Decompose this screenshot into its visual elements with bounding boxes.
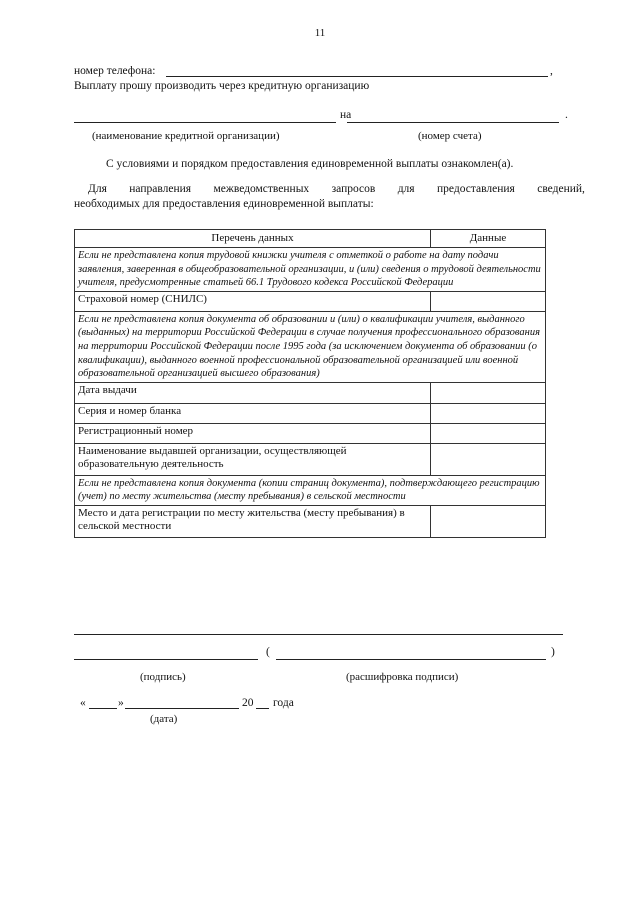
snils-value-cell[interactable]	[431, 291, 546, 311]
row-label-series: Серия и номер бланка	[75, 403, 431, 423]
paren-open: (	[266, 646, 270, 658]
na-label: на	[340, 109, 352, 121]
row-label-issue-date: Дата выдачи	[75, 382, 431, 403]
date-quote-close: »	[118, 697, 124, 709]
account-number-caption: (номер счета)	[418, 130, 482, 142]
residence-value-cell[interactable]	[431, 505, 546, 537]
word: направления	[129, 183, 192, 195]
condition-residence-registration: Если не представлена копия документа (копии страниц документа), подтверждающего регистрацию (учет) по месту жительства (месту пребывания) в сельской местности	[75, 475, 546, 505]
agreement-text: С условиями и порядком предоставления единовременной выплаты ознакомлен(а).	[106, 158, 514, 170]
row-label-org-name: Наименование выдавшей организации, осуществляющей образовательную деятельность	[75, 443, 431, 475]
org-name-value-cell[interactable]	[431, 443, 546, 475]
word: сведений,	[537, 183, 585, 195]
table-row	[75, 382, 546, 403]
period-mark: .	[565, 109, 568, 121]
word: запросов	[331, 183, 376, 195]
separator-line	[74, 634, 563, 635]
paren-close: )	[551, 646, 555, 658]
signature-decoding-caption: (расшифровка подписи)	[346, 671, 459, 683]
row-label-snils: Страховой номер (СНИЛС)	[75, 291, 431, 311]
table-header-row	[75, 230, 546, 248]
signature-decoding-field-line[interactable]	[276, 659, 546, 660]
date-caption: (дата)	[150, 713, 178, 725]
reg-number-value-cell[interactable]	[431, 423, 546, 443]
phone-label: номер телефона:	[74, 65, 156, 77]
row-label-reg-number: Регистрационный номер	[75, 423, 431, 443]
header-list: Перечень данных	[75, 230, 431, 248]
table-row	[75, 505, 546, 537]
date-day-field-line[interactable]	[89, 708, 117, 709]
requests-paragraph-line1	[88, 182, 585, 196]
word: межведомственных	[213, 183, 310, 195]
table-row	[75, 403, 546, 423]
condition-work-record: Если не представлена копия трудовой книжки учителя с отметкой о работе на дату подачи заявления, заверенная в общеобразовательной организации, и (или) сведения о трудовой деятельности учителя, предусмотренные статьей 66.1 Трудового кодекса Российской Федерации	[75, 248, 546, 292]
date-quote-open: «	[80, 697, 86, 709]
signature-field-line[interactable]	[74, 659, 258, 660]
condition-education-document: Если не представлена копия документа об образовании и (или) о квалификации учителя, выданного (выданных) на территории Российской Федерации в случае получения профессионального образования на территории Российской Федерации после 1995 года (за исключением документа об образовании (о квалификации), выданного военной профессиональной образовательной организацией или военной образовательной организацией высшего образования)	[75, 311, 546, 382]
date-year-field-line[interactable]	[256, 708, 269, 709]
phone-field-line[interactable]	[166, 76, 548, 77]
phone-comma: ,	[550, 65, 553, 77]
page-number: 11	[314, 27, 326, 39]
table-row	[75, 311, 546, 382]
word: Для	[88, 183, 107, 195]
date-month-field-line[interactable]	[125, 708, 239, 709]
issue-date-value-cell[interactable]	[431, 382, 546, 403]
header-data: Данные	[431, 230, 546, 248]
table-row	[75, 291, 546, 311]
table-row	[75, 443, 546, 475]
table-row	[75, 423, 546, 443]
account-number-field-line[interactable]	[347, 122, 559, 123]
requested-data-table	[74, 229, 546, 538]
bank-name-field-line[interactable]	[74, 122, 336, 123]
date-year-suffix: года	[273, 697, 294, 709]
row-label-residence: Место и дата регистрации по месту жительства (месту пребывания) в сельской местности	[75, 505, 431, 537]
table-row	[75, 248, 546, 292]
bank-name-caption: (наименование кредитной организации)	[92, 130, 280, 142]
table-row	[75, 475, 546, 505]
series-value-cell[interactable]	[431, 403, 546, 423]
date-year-prefix: 20	[242, 697, 254, 709]
requests-paragraph-line2: необходимых для предоставления единовременной выплаты:	[74, 198, 374, 210]
signature-caption: (подпись)	[140, 671, 186, 683]
word: для	[397, 183, 415, 195]
word: предоставления	[436, 183, 515, 195]
payment-text: Выплату прошу производить через кредитную организацию	[74, 80, 370, 92]
